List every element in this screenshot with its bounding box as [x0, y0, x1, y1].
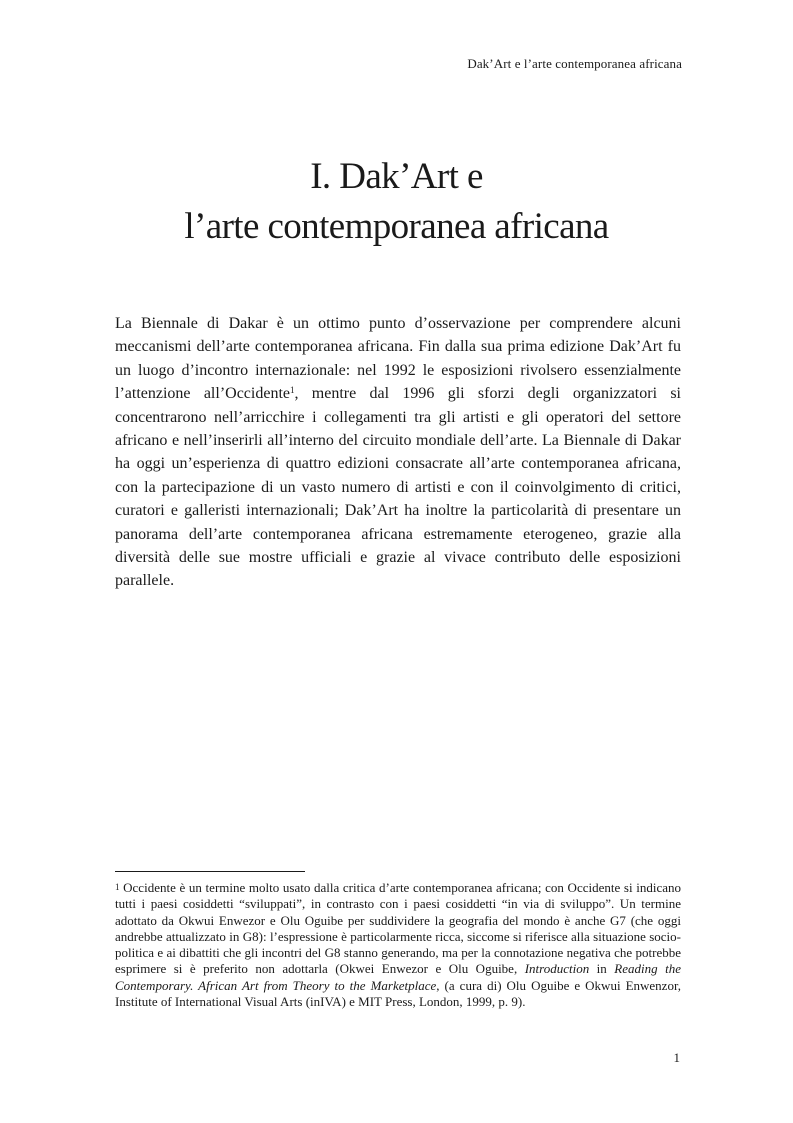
- footnote-italic-introduction: Introduction: [524, 961, 590, 977]
- chapter-title-line-2: l’arte contemporanea africana: [184, 206, 609, 247]
- running-header: Dak’Art e l’arte contemporanea africana: [467, 56, 682, 71]
- body-text-part-2: , mentre dal 1996 gli sforzi degli organizzatori si concentrarono nell’arricchire i collegamenti tra gli artisti e gli operatori del settore africano e nell’inserirli all’interno del circuito mondiale dell’arte. La Biennale di Dakar ha oggi un’esperienza di quattro edizioni consacrate all’arte contemporanea africana, con la partecipazione di un vasto numero di artisti e con il coinvolgimento di critici, curatori e galleristi internazionali; Dak’Art ha inoltre la particolarità di presentare un panorama dell’arte contemporanea africana estremamente eterogeneo, grazie alla diversità delle sue mostre ufficiali e grazie al vivace contributo delle esposizioni parallele.: [115, 385, 682, 590]
- footnote: [115, 879, 681, 1010]
- page-number: 1: [673, 1050, 680, 1065]
- footnote-text-part-1: Occidente è un termine molto usato dalla critica d’arte contemporanea africana; con Occidente si indicano tutti i paesi cosiddetti “sviluppati”, in contrasto con i paesi cosiddetti “in via di sviluppo”. Un termine adottato da Okwui Enwezor e Olu Oguibe per suddividere la geografia del mondo è anche G7 (che oggi andrebbe attualizzato in G8): l’espressione è particolarmente ricca, siccome si riferisce alla situazione socio-politica e ai dibattiti che gli incontri del G8 stanno generando, ma per la connotazione negativa che potrebbe esprimere si è preferito non adottarla (Okwei Enwezor e Olu Oguibe,: [115, 880, 681, 977]
- chapter-title-line-1: I. Dak’Art e: [310, 156, 483, 197]
- footnote-number: 1: [115, 882, 120, 892]
- body-text-part-1: La Biennale di Dakar è un ottimo punto d’osservazione per comprendere alcuni meccanismi dell’arte contemporanea africana. Fin dalla sua prima edizione Dak’Art fu un luogo d’incontro internazionale: nel 1992 le esposizioni rivolsero essenzialmente l’attenzione all’Occidente: [115, 315, 681, 403]
- footnote-reference[interactable]: 1: [290, 385, 295, 396]
- chapter-title: [0, 152, 793, 252]
- body-paragraph: [115, 312, 681, 593]
- footnote-text-part-3: , (a cura di) Olu Oguibe e Okwui Enwenzor, Institute of International Visual Arts (inIVA) e MIT Press, London, 1999, p. 9).: [115, 977, 682, 1010]
- footnote-text-part-2: in: [589, 961, 615, 977]
- footnote-italic-book-title: Reading the Contemporary. African Art from Theory to the Marketplace: [115, 961, 681, 993]
- footnote-separator: [115, 871, 305, 872]
